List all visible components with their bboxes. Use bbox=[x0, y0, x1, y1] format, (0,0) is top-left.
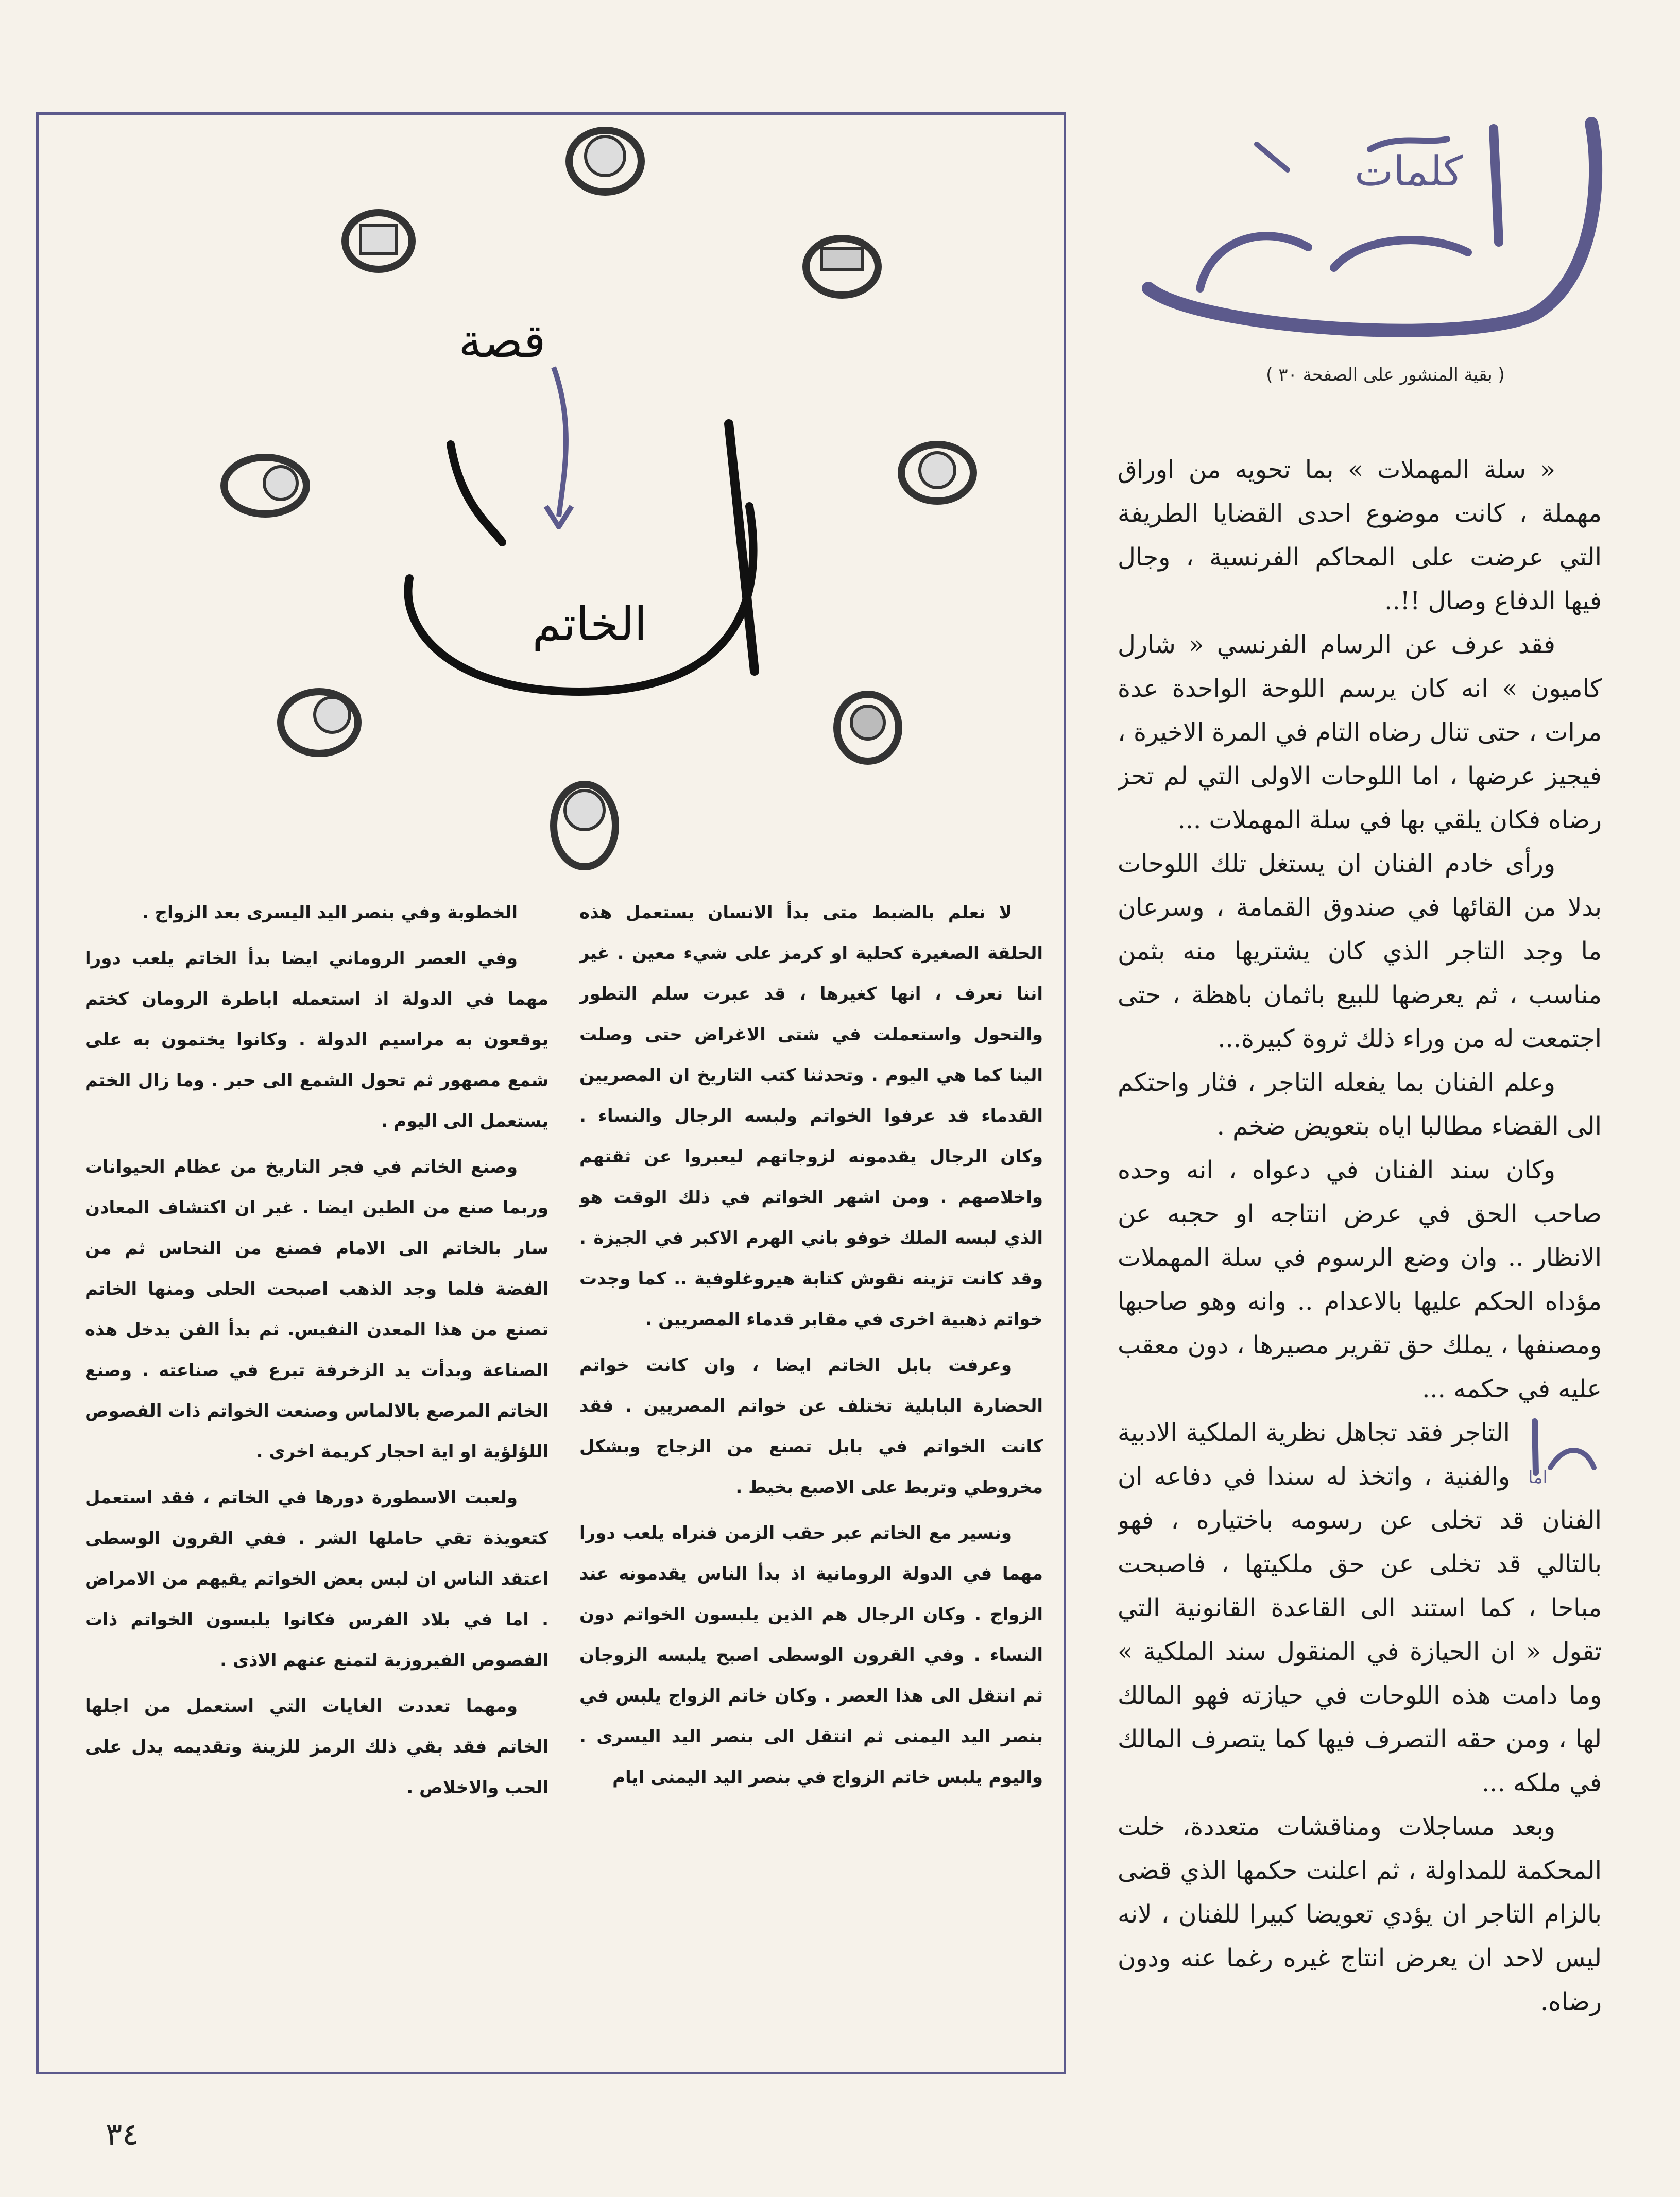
kalimat-paragraph: وكان سند الفنان في دعواه ، انه وحده صاحب الحق في عرض انتاجه او حجبه عن الانظار .. وان وضع الرسوم في سلة المهملات مؤداه الحكم عليها بالاعدام .. وانه وهو صاحبها ومصنفها ، يملك حق تقرير مصيرها ، دون معقب عليه في حكمه ... bbox=[1118, 1156, 1602, 1403]
kalimat-paragraph: « سلة المهملات » بما تحويه من اوراق مهملة ، كانت موضوع احدى القضايا الطريفة التي عرضت على المحاكم الفرنسية ، وجال فيها الدفاع وصال !!.. bbox=[1118, 455, 1602, 615]
article-paragraph: وفي العصر الروماني ايضا بدأ الخاتم يلعب دورا مهما في الدولة اذ استعمله اباطرة الرومان كختم يوقعون به مراسيم الدولة . وكانوا يختمون به على شمع مصهور ثم تحول الشمع الى حبر . وما زال الختم يستعمل الى اليوم . bbox=[85, 948, 548, 1131]
article-paragraph: لا نعلم بالضبط متى بدأ الانسان يستعمل هذه الحلقة الصغيرة كحلية او كرمز على شيء معين . غير اننا نعرف ، انها كغيرها ، قد عبرت سلم التطور والتحول واستعملت في شتى الاغراض حتى وصلت الينا كما هي اليوم . وتحدثنا كتب التاريخ ان المصريين القدماء قد عرفوا الخواتم ولبسه الرجال والنساء . وكان الرجال يقدمونه لزوجاتهم ليعبروا عن ثقتهم واخلاصهم . ومن اشهر الخواتم في ذلك الوقت هو الذي لبسه الملك خوفو باني الهرم الاكبر في الجيزة . وقد كانت تزينه نقوش كتابة هيروغلوفية .. كما وجدت خواتم ذهبية اخرى في مقابر قدماء المصريين . bbox=[579, 902, 1043, 1330]
ring-icon bbox=[901, 444, 973, 501]
article-paragraph: ولعبت الاسطورة دورها في الخاتم ، فقد استعمل كتعويذة تقي حاملها الشر . ففي القرون الوسطى اعتقد الناس ان لبس بعض الخواتم يقيهم من الامراض . اما في بلاد الفرس فكانوا يلبسون الخواتم ذات الفصوص الفيروزية لتمنع عنهم الاذى . bbox=[85, 1487, 548, 1671]
ring-icon bbox=[569, 130, 641, 192]
article-column-right bbox=[579, 892, 1043, 2046]
kalimat-paragraph: ورأى خادم الفنان ان يستغل تلك اللوحات بدلا من القائها في صندوق القمامة ، وسرعان ما وجد التاجر الذي كان يشتريها منه بثمن مناسب ، ثم يعرضها للبيع باثمان باهظة ، حتى اجتمعت له من وراء ذلك ثروة كبيرة... bbox=[1118, 849, 1602, 1053]
title-khatam: الخاتم bbox=[532, 597, 647, 651]
kalimat-paragraph: وعلم الفنان بما يفعله التاجر ، فثار واحتكم الى القضاء مطالبا اياه بتعويض ضخم . bbox=[1118, 1068, 1602, 1141]
ring-icon bbox=[554, 784, 615, 867]
article-paragraph: ونسير مع الخاتم عبر حقب الزمن فنراه يلعب دورا مهما في الدولة الرومانية اذ بدأ الناس يقدمونه عند الزواج . وكان الرجال هم الذين يلبسون الخواتم دون النساء . وفي القرون الوسطى اصبح يلبسه الزوجان ثم انتقل الى هذا العصر . وكان خاتم الزواج يلبس في بنصر اليد اليمنى ثم انتقل الى بنصر اليد اليسرى . واليوم يلبس خاتم الزواج في بنصر اليد اليمنى ايام bbox=[579, 1523, 1043, 1788]
ring-article-box bbox=[36, 112, 1066, 2074]
kalimat-paragraph: فقد عرف عن الرسام الفرنسي « شارل كاميون » انه كان يرسم اللوحة الواحدة عدة مرات ، حتى تنال رضاه التام في المرة الاخيرة ، فيجيز عرضها ، اما اللوحات الاولى التي لم تحز رضاه فكان يلقي بها في سلة المهملات ... bbox=[1118, 630, 1602, 834]
article-paragraph: ومهما تعددت الغايات التي استعمل من اجلها الخاتم فقد بقي ذلك الرمز للزينة وتقديمه يدل على الحب والاخلاص . bbox=[85, 1696, 548, 1798]
page-number: ٣٤ bbox=[106, 2117, 139, 2153]
kalimat-column bbox=[1118, 448, 1602, 2081]
ring-icon bbox=[224, 457, 306, 514]
article-title bbox=[408, 314, 755, 692]
kalimat-paragraph: وبعد مساجلات ومناقشات متعددة، خلت المحكمة للمداولة ، ثم اعلنت حكمها الذي قضى بالزام التاجر ان يؤدي تعويضا كبيرا للفنان ، لانه ليس لاحد ان يعرض انتاج غيره رغما عنه ودون رضاه. bbox=[1118, 1812, 1602, 2016]
rings-illustration bbox=[39, 115, 1064, 887]
ring-icon bbox=[281, 692, 358, 753]
ring-icon bbox=[345, 213, 412, 269]
kalimat-dropcap-paragraph: اما التاجر فقد تجاهل نظرية الملكية الادبية والفنية ، واتخذ له سندا في دفاعه ان الفنان قد تخلى عن رسومه باختياره ، فهو بالتالي قد تخلى عن حق ملكيتها ، فاصبحت مباحا ، كما استند الى القاعدة القانونية التي تقول « ان الحيازة في المنقول سند الملكية » وما دامت هذه اللوحات في حيازته فهو المالك لها ، ومن حقه التصرف فيها كما يتصرف المالك في ملكه ... bbox=[1118, 1411, 1602, 1805]
ring-icon bbox=[837, 694, 899, 761]
dropcap-calligraphy bbox=[1524, 1411, 1602, 1488]
article-column-left bbox=[85, 892, 548, 2046]
continuation-credit: ( بقية المنشور على الصفحة ٣٠ ) bbox=[1266, 365, 1505, 385]
masthead-text: كلمات bbox=[1355, 147, 1463, 195]
article-paragraph: الخطوبة وفي بنصر اليد اليسرى بعد الزواج . bbox=[142, 902, 518, 923]
ring-icon bbox=[806, 238, 878, 295]
masthead-logo bbox=[1138, 113, 1612, 340]
masthead-calligraphy bbox=[1138, 113, 1612, 340]
svg-text:اما: اما bbox=[1528, 1467, 1548, 1488]
title-qissat: قصة bbox=[458, 314, 546, 368]
article-paragraph: وصنع الخاتم في فجر التاريخ من عظام الحيوانات وربما صنع من الطين ايضا . غير ان اكتشاف المعادن سار بالخاتم الى الامام فصنع من النحاس ثم من الفضة فلما وجد الذهب اصبحت الحلى ومنها الخاتم تصنع من هذا المعدن النفيس. ثم بدأ الفن يدخل هذه الصناعة وبدأت يد الزخرفة تبرع في صناعته . وصنع الخاتم المرصع بالالماس وصنعت الخواتم ذات الفصوص اللؤلؤية او اية احجار كريمة اخرى . bbox=[85, 1157, 548, 1462]
article-paragraph: وعرفت بابل الخاتم ايضا ، وان كانت خواتم الحضارة البابلية تختلف عن خواتم المصريين . فقد كانت الخواتم في بابل تصنع من الزجاج وبشكل مخروطي وتربط على الاصبع بخيط . bbox=[579, 1355, 1043, 1498]
